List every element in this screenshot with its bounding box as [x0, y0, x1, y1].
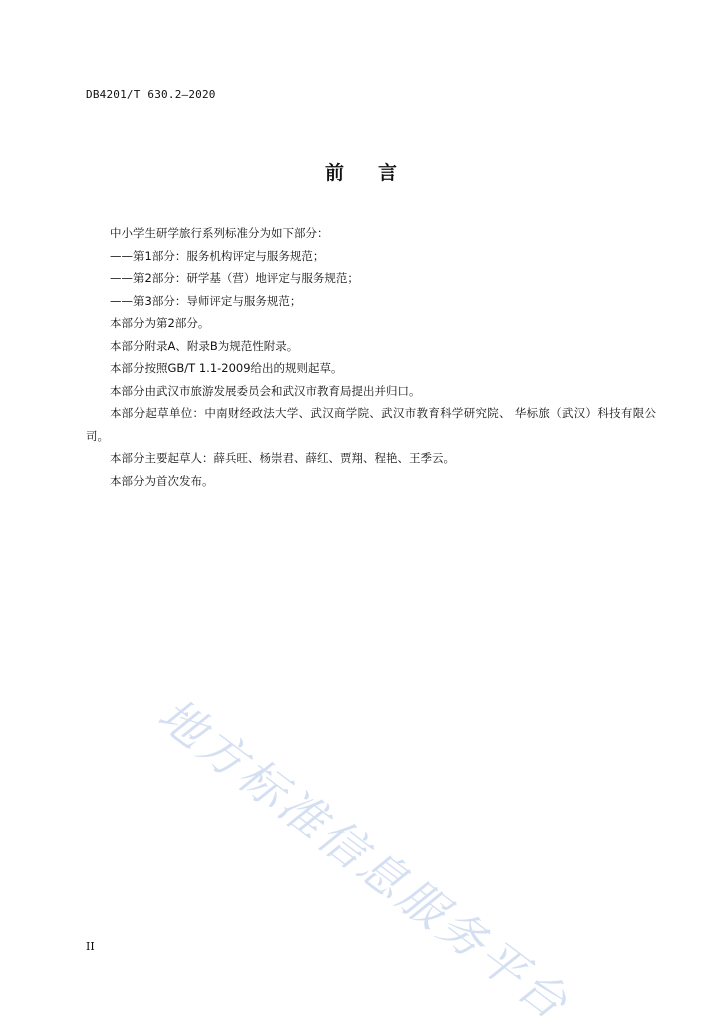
paragraph-drafters: 本部分主要起草人：薛兵旺、杨崇君、薛红、贾翔、程艳、王季云。	[110, 451, 455, 465]
paragraph-part-3: ——第3部分：导师评定与服务规范；	[110, 293, 302, 308]
title-char-2: 言	[378, 162, 400, 184]
paragraph-part-2: ——第2部分：研学基（营）地评定与服务规范；	[110, 271, 359, 285]
paragraph-proposed-by: 本部分由武汉市旅游发展委员会和武汉市教育局提出并归口。	[110, 383, 421, 398]
paragraph-this-part: 本部分为第2部分。	[110, 316, 210, 330]
paragraph-drafting-rules: 本部分按照GB/T 1.1-2009给出的规则起草。	[110, 361, 343, 375]
foreword-body	[86, 222, 656, 492]
page-number: II	[86, 940, 95, 953]
paragraph-appendices: 本部分附录A、附录B为规范性附录。	[110, 338, 299, 353]
paragraph-drafting-units: 本部分起草单位：中南财经政法大学、武汉商学院、武汉市教育科学研究院、 华标旅（武汉）科技有限公司。	[86, 406, 656, 443]
page-title	[0, 158, 724, 185]
paragraph-part-1: ——第1部分：服务机构评定与服务规范；	[110, 248, 325, 263]
title-char-1: 前	[324, 162, 346, 184]
document-code: DB4201/T 630.2—2020	[86, 88, 216, 101]
paragraph-first-release: 本部分为首次发布。	[110, 473, 214, 488]
paragraph-series-intro: 中小学生研学旅行系列标准分为如下部分：	[110, 226, 329, 240]
watermark: 地方标准信息服务平台	[148, 687, 580, 1032]
